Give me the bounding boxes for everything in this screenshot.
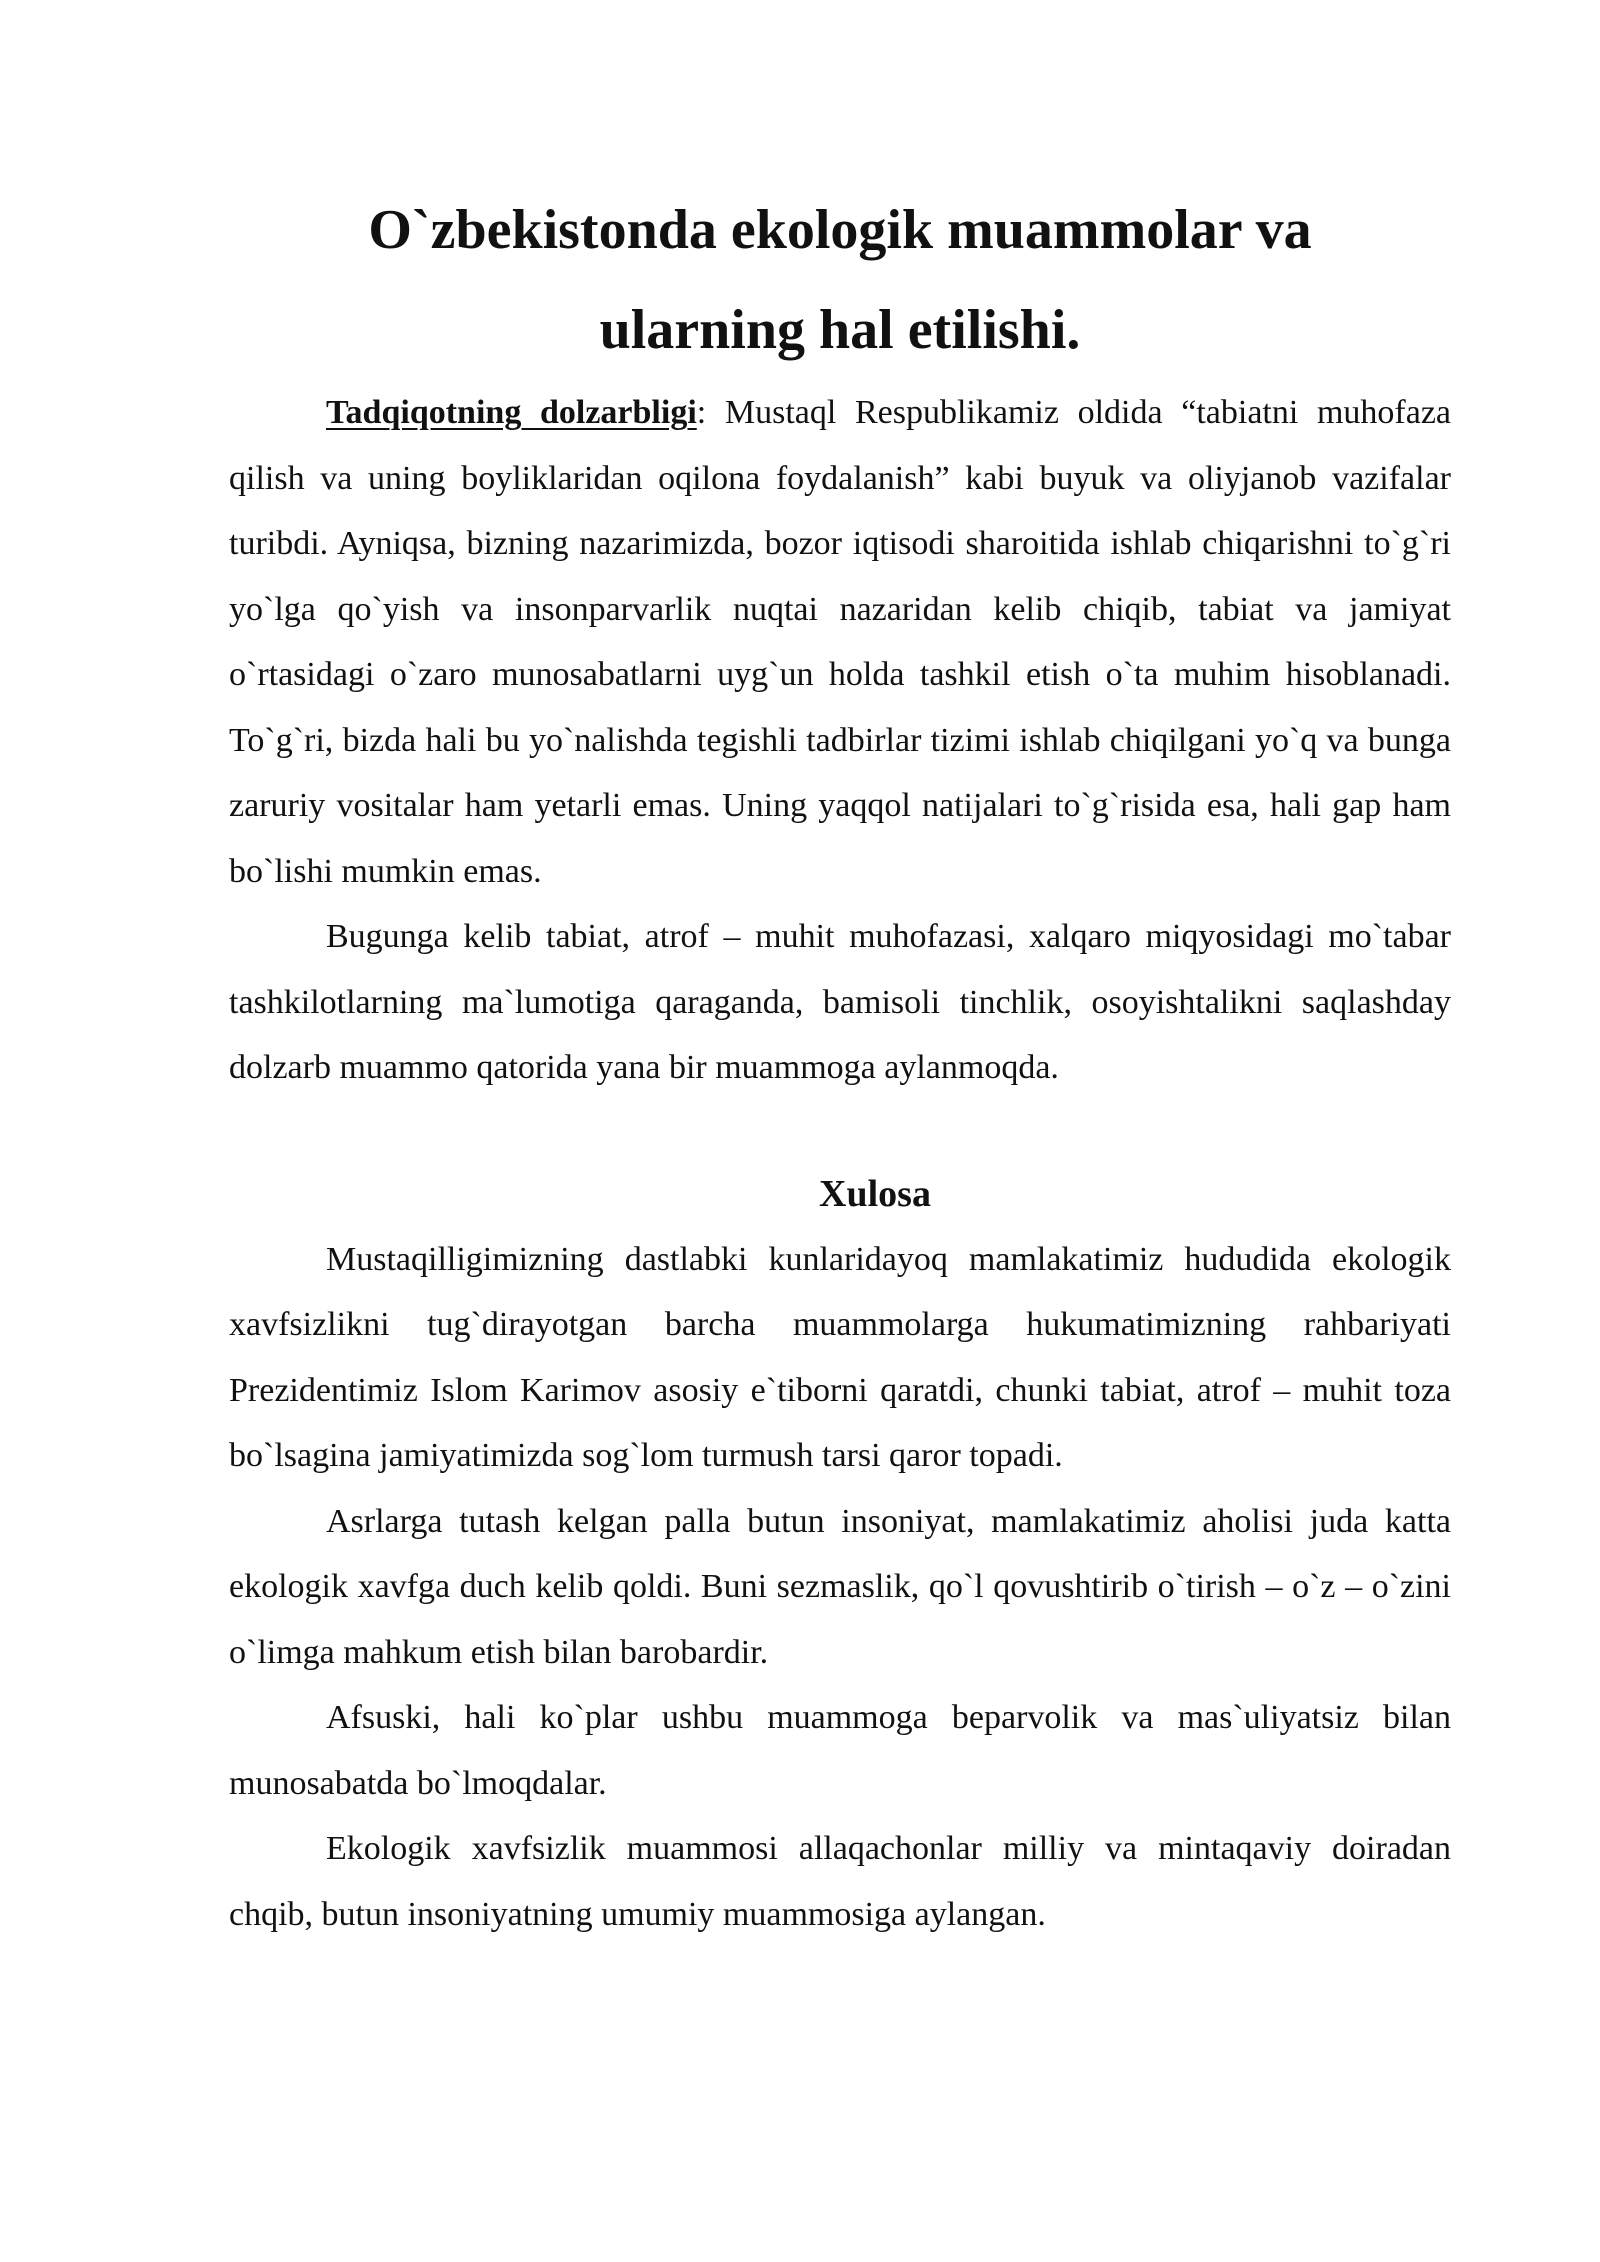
conclusion-paragraph-2: Asrlarga tutash kelgan palla butun insoniyat, mamlakatimiz aholisi juda katta ekologik xavfga duch kelib qoldi. Buni sezmaslik, qo`l qovushtirib o`tirish – o`z – o`zini o`limga mahkum etish bilan barobardir.: [229, 1502, 1451, 1671]
intro-paragraph-2: Bugunga kelib tabiat, atrof – muhit muhofazasi, xalqaro miqyosidagi mo`tabar tashkilotlarning ma`lumotiga qaraganda, bamisoli tinchlik, osoyishtalikni saqlashday dolzarb muammo qatorida yana bir muammoga aylanmoqda.: [229, 918, 1451, 1086]
conclusion-paragraph-4: Ekologik xavfsizlik muammosi allaqachonlar milliy va mintaqaviy doiradan chqib, butun insoniyatning umumiy muammosiga aylangan.: [229, 1830, 1451, 1933]
title-line-1: O`zbekistonda ekologik muammolar va: [368, 199, 1312, 261]
lead-term-colon: :: [696, 394, 707, 431]
title-line-2: ularning hal etilishi.: [599, 299, 1081, 361]
lead-term: Tadqiqotning dolzarbligi: [326, 394, 697, 431]
conclusion-paragraph-1: Mustaqilligimizning dastlabki kunlaridayoq mamlakatimiz hududida ekologik xavfsizlikni tug`dirayotgan barcha muammolarga hukumatimizning rahbariyati Prezidentimiz Islom Karimov asosiy e`tiborni qaratdi, chunki tabiat, atrof – muhit toza bo`lsagina jamiyatimizda sog`lom turmush tarsi qaror topadi.: [229, 1240, 1451, 1474]
intro-paragraph-1: [229, 380, 1451, 904]
document-title: [299, 180, 1451, 380]
conclusion-paragraph-3: Afsuski, hali ko`plar ushbu muammoga beparvolik va mas`uliyatsiz bilan munosabatda bo`lmoqdalar.: [229, 1699, 1451, 1802]
document-page: [229, 180, 1451, 1947]
intro-paragraph-1-text: Mustaql Respublikamiz oldida “tabiatni muhofaza qilish va uning boyliklaridan oqilona foydalanish” kabi buyuk va oliyjanob vazifalar turibdi. Ayniqsa, bizning nazarimizda, bozor iqtisodi sharoitida ishlab chiqarishni to`g`ri yo`lga qo`yish va insonparvarlik nuqtai nazaridan kelib chiqib, tabiat va jamiyat o`rtasidagi o`zaro munosabatlarni uyg`un holda tashkil etish o`ta muhim hisoblanadi. To`g`ri, bizda hali bu yo`nalishda tegishli tadbirlar tizimi ishlab chiqilgani yo`q va bunga zaruriy vositalar ham yetarli emas. Uning yaqqol natijalari to`g`risida esa, hali gap ham bo`lishi mumkin emas.: [229, 394, 1451, 890]
conclusion-heading: Xulosa: [819, 1172, 931, 1215]
